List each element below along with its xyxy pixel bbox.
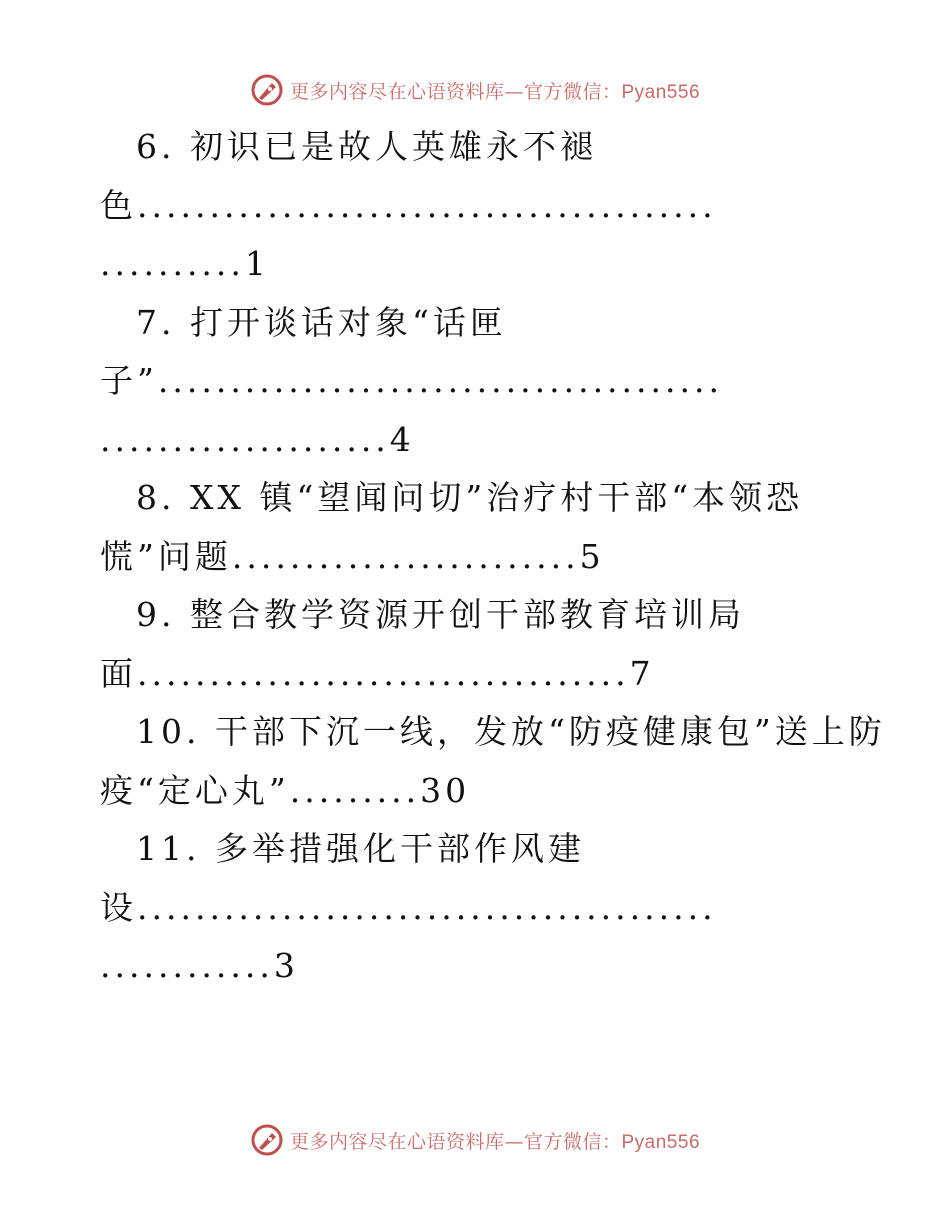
toc-entry-9-line-1: 9. 整合教学资源开创干部教育培训局	[136, 595, 745, 634]
watermark-group	[250, 73, 700, 107]
table-of-contents	[100, 118, 886, 996]
toc-entry-10-line-2: 疫“定心丸”.........30	[100, 770, 471, 810]
pen-nib-circle-icon	[250, 1123, 284, 1157]
toc-entry-6-line-3: ..........1	[100, 244, 270, 283]
toc-entry-11-line-1: 11. 多举措强化干部作风建	[136, 829, 585, 868]
toc-entry-10-line-1: 10. 干部下沉一线，发放“防疫健康包”送上防	[136, 712, 886, 751]
watermark-text: 更多内容尽在心语资料库—官方微信：Pyan556	[289, 80, 701, 103]
header-watermark	[0, 70, 950, 110]
watermark-group	[250, 1123, 700, 1157]
toc-entry-8-line-1: 8. XX 镇“望闻问切”治疗村干部“本领恐	[136, 478, 804, 517]
toc-entry-7-line-1: 7. 打开谈话对象“话匣	[136, 302, 507, 342]
toc-entry-11-line-2: 设........................................	[100, 887, 717, 927]
pen-nib-circle-icon	[250, 73, 284, 107]
toc-entry-7-line-3: ....................4	[100, 419, 415, 459]
toc-entry-6-line-1: 6. 初识已是故人英雄永不褪	[136, 127, 597, 166]
toc-entry-6-line-2: 色........................................	[100, 185, 717, 225]
toc-entry-7-line-2: 子”.......................................	[100, 361, 723, 400]
toc-entry-8-line-2: 慌”问题........................5	[100, 536, 605, 576]
toc-entry-9-line-2: 面..................................7	[100, 653, 655, 693]
toc-entry-11-line-3: ............3	[100, 946, 299, 985]
footer-watermark	[0, 1120, 950, 1160]
watermark-text: 更多内容尽在心语资料库—官方微信：Pyan556	[289, 1130, 701, 1153]
